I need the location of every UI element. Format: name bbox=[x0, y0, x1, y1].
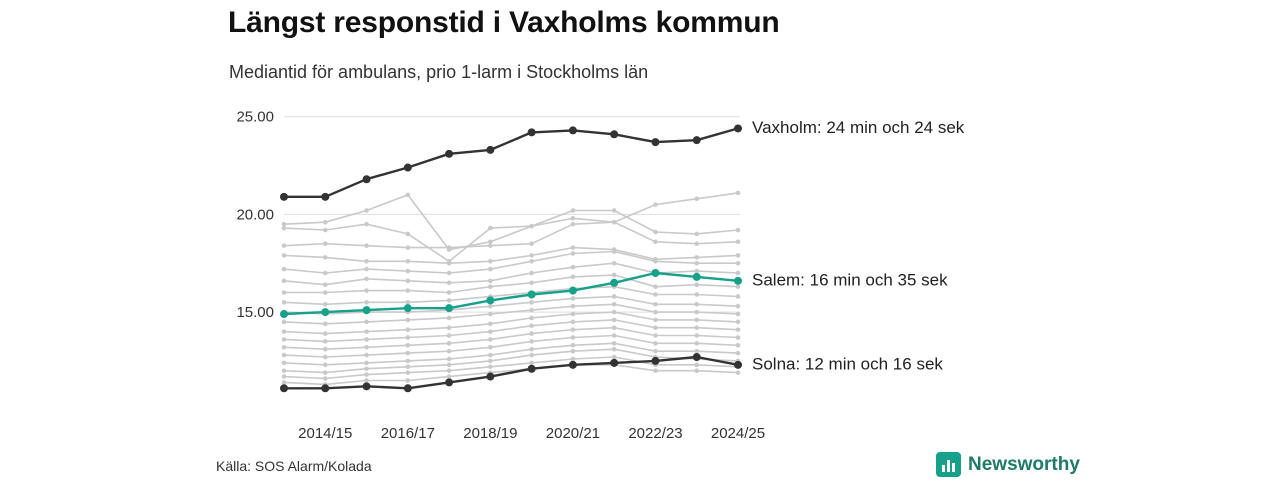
series-point bbox=[486, 373, 494, 381]
x-axis-tick-label: 2018/19 bbox=[463, 425, 518, 442]
series-point bbox=[651, 138, 659, 146]
background-series-point bbox=[364, 345, 369, 350]
background-series-point bbox=[694, 333, 699, 338]
series-point bbox=[363, 382, 371, 390]
background-series-point bbox=[282, 279, 287, 284]
background-series-point bbox=[529, 241, 534, 246]
series-label-vaxholm: Vaxholm: 24 min och 24 sek bbox=[752, 117, 965, 137]
background-series-point bbox=[323, 228, 328, 233]
series-label-salem: Salem: 16 min och 35 sek bbox=[752, 270, 948, 290]
source-note: Källa: SOS Alarm/Kolada bbox=[216, 458, 372, 474]
background-series-point bbox=[653, 284, 658, 289]
background-series-point bbox=[736, 312, 741, 317]
background-series-point bbox=[571, 335, 576, 340]
background-series-point bbox=[653, 341, 658, 346]
background-series-point bbox=[323, 282, 328, 287]
series-point bbox=[280, 310, 288, 318]
background-series-point bbox=[447, 357, 452, 362]
background-series-point bbox=[406, 288, 411, 293]
background-series-point bbox=[488, 243, 493, 248]
background-series-point bbox=[571, 349, 576, 354]
background-series-point bbox=[323, 255, 328, 260]
background-series-point bbox=[694, 196, 699, 201]
background-series-point bbox=[529, 347, 534, 352]
background-series-point bbox=[282, 368, 287, 373]
background-series-point bbox=[736, 320, 741, 325]
background-series-point bbox=[406, 318, 411, 323]
background-series-point bbox=[571, 312, 576, 317]
background-series-point bbox=[571, 251, 576, 256]
background-series-point bbox=[653, 302, 658, 307]
background-series-point bbox=[447, 363, 452, 368]
background-series-point bbox=[736, 351, 741, 356]
background-series-point bbox=[447, 280, 452, 285]
background-series-point bbox=[529, 316, 534, 321]
background-series-point bbox=[406, 232, 411, 237]
background-series-point bbox=[447, 325, 452, 330]
background-series-point bbox=[612, 294, 617, 299]
background-series-point bbox=[571, 208, 576, 213]
series-point bbox=[321, 193, 329, 201]
background-series-point bbox=[447, 333, 452, 338]
background-series-point bbox=[406, 364, 411, 369]
series-point bbox=[610, 130, 618, 138]
background-series-point bbox=[323, 290, 328, 295]
background-series-point bbox=[406, 300, 411, 305]
background-series-point bbox=[323, 322, 328, 327]
background-series-point bbox=[364, 320, 369, 325]
background-series-point bbox=[282, 267, 287, 272]
background-series-point bbox=[488, 279, 493, 284]
background-series-point bbox=[447, 349, 452, 354]
background-series-point bbox=[571, 245, 576, 250]
series-point bbox=[569, 287, 577, 295]
background-series-point bbox=[736, 343, 741, 348]
background-series-point bbox=[488, 304, 493, 309]
series-point bbox=[693, 353, 701, 361]
background-series-point bbox=[694, 241, 699, 246]
background-series-point bbox=[736, 239, 741, 244]
background-series-point bbox=[364, 277, 369, 282]
background-series-point bbox=[488, 359, 493, 364]
background-series-line bbox=[284, 211, 738, 262]
background-series-point bbox=[488, 284, 493, 289]
x-axis-tick-label: 2014/15 bbox=[298, 425, 353, 442]
background-series-point bbox=[694, 269, 699, 274]
background-series-point bbox=[488, 322, 493, 327]
background-series-point bbox=[653, 230, 658, 235]
background-series-point bbox=[323, 347, 328, 352]
background-series-point bbox=[529, 259, 534, 264]
background-series-point bbox=[488, 329, 493, 334]
background-series-point bbox=[323, 271, 328, 276]
background-series-point bbox=[406, 245, 411, 250]
background-series-point bbox=[323, 376, 328, 381]
logo-text: Newsworthy bbox=[968, 453, 1080, 475]
background-series-point bbox=[282, 243, 287, 248]
background-series-point bbox=[282, 290, 287, 295]
series-point bbox=[569, 361, 577, 369]
background-series-point bbox=[364, 366, 369, 371]
background-series-point bbox=[323, 220, 328, 225]
background-series-point bbox=[736, 370, 741, 375]
background-series-point bbox=[364, 208, 369, 213]
background-series-point bbox=[736, 271, 741, 276]
series-line-solna bbox=[284, 357, 738, 388]
background-series-point bbox=[612, 261, 617, 266]
background-series-point bbox=[282, 320, 287, 325]
background-series-point bbox=[406, 327, 411, 332]
background-series-line bbox=[284, 252, 738, 274]
background-series-point bbox=[571, 327, 576, 332]
background-series-point bbox=[694, 318, 699, 323]
background-series-point bbox=[612, 318, 617, 323]
background-series-point bbox=[323, 370, 328, 375]
series-point bbox=[404, 164, 412, 172]
background-series-point bbox=[653, 368, 658, 373]
background-series-point bbox=[653, 292, 658, 297]
background-series-point bbox=[694, 310, 699, 315]
background-series-point bbox=[694, 325, 699, 330]
background-series-point bbox=[653, 259, 658, 264]
series-point bbox=[404, 304, 412, 312]
x-axis-tick-label: 2024/25 bbox=[710, 425, 766, 442]
background-series-point bbox=[488, 226, 493, 231]
background-series-point bbox=[323, 241, 328, 246]
series-point bbox=[486, 296, 494, 304]
y-axis-tick-label: 25.00 bbox=[236, 108, 274, 126]
background-series-point bbox=[571, 296, 576, 301]
background-series-point bbox=[364, 222, 369, 227]
background-series-point bbox=[694, 282, 699, 287]
series-point bbox=[734, 124, 742, 132]
series-point bbox=[445, 304, 453, 312]
series-point bbox=[445, 378, 453, 386]
background-series-point bbox=[406, 279, 411, 284]
series-point bbox=[528, 128, 536, 136]
series-point bbox=[651, 357, 659, 365]
background-series-point bbox=[406, 351, 411, 356]
background-series-point bbox=[488, 353, 493, 358]
background-series-point bbox=[571, 320, 576, 325]
background-series-line bbox=[284, 287, 738, 305]
background-series-point bbox=[736, 294, 741, 299]
background-series-point bbox=[653, 333, 658, 338]
background-series-point bbox=[447, 374, 452, 379]
background-series-point bbox=[406, 269, 411, 274]
background-series-point bbox=[612, 325, 617, 330]
background-series-point bbox=[447, 316, 452, 321]
background-series-point bbox=[406, 370, 411, 375]
series-point bbox=[610, 279, 618, 287]
background-series-point bbox=[571, 216, 576, 221]
series-point bbox=[363, 306, 371, 314]
background-series-point bbox=[694, 302, 699, 307]
y-axis-tick-label: 15.00 bbox=[236, 304, 274, 322]
background-series-point bbox=[612, 333, 617, 338]
series-point bbox=[734, 361, 742, 369]
series-line-salem bbox=[284, 273, 738, 314]
background-series-point bbox=[447, 245, 452, 250]
background-series-point bbox=[488, 345, 493, 350]
series-point bbox=[528, 291, 536, 299]
background-series-point bbox=[406, 335, 411, 340]
background-series-point bbox=[736, 261, 741, 266]
series-point bbox=[734, 277, 742, 285]
background-series-point bbox=[447, 298, 452, 303]
background-series-point bbox=[364, 361, 369, 366]
series-point bbox=[610, 359, 618, 367]
x-axis-tick-label: 2022/23 bbox=[628, 425, 683, 442]
background-series-point bbox=[488, 259, 493, 264]
background-series-point bbox=[736, 253, 741, 258]
series-point bbox=[445, 150, 453, 158]
background-series-point bbox=[323, 363, 328, 368]
background-series-point bbox=[694, 349, 699, 354]
background-series-point bbox=[529, 308, 534, 313]
background-series-line bbox=[284, 328, 738, 350]
background-series-point bbox=[447, 368, 452, 373]
background-series-point bbox=[612, 273, 617, 278]
background-series-point bbox=[571, 357, 576, 362]
background-series-point bbox=[653, 318, 658, 323]
background-series-point bbox=[529, 323, 534, 328]
background-series-point bbox=[282, 253, 287, 258]
background-series-point bbox=[612, 220, 617, 225]
background-series-point bbox=[653, 239, 658, 244]
background-series-point bbox=[406, 359, 411, 364]
background-series-point bbox=[406, 343, 411, 348]
background-series-point bbox=[612, 310, 617, 315]
background-series-point bbox=[282, 300, 287, 305]
background-series-point bbox=[571, 265, 576, 270]
series-point bbox=[528, 365, 536, 373]
background-series-point bbox=[529, 331, 534, 336]
series-point bbox=[363, 175, 371, 183]
background-series-point bbox=[612, 355, 617, 360]
background-series-point bbox=[653, 349, 658, 354]
series-point bbox=[404, 384, 412, 392]
background-series-point bbox=[406, 193, 411, 198]
background-series-line bbox=[284, 336, 738, 358]
background-series-point bbox=[653, 310, 658, 315]
background-series-point bbox=[529, 271, 534, 276]
series-label-solna: Solna: 12 min och 16 sek bbox=[752, 354, 943, 374]
background-series-point bbox=[447, 261, 452, 266]
x-axis-tick-label: 2020/21 bbox=[545, 425, 601, 442]
background-series-point bbox=[447, 290, 452, 295]
background-series-point bbox=[612, 341, 617, 346]
background-series-line bbox=[284, 248, 738, 264]
background-series-point bbox=[323, 331, 328, 336]
series-point bbox=[280, 193, 288, 201]
background-series-point bbox=[447, 341, 452, 346]
background-series-point bbox=[282, 374, 287, 379]
background-series-point bbox=[364, 329, 369, 334]
background-series-point bbox=[447, 271, 452, 276]
background-series-point bbox=[612, 302, 617, 307]
background-series-point bbox=[364, 259, 369, 264]
background-series-point bbox=[529, 339, 534, 344]
background-series-point bbox=[488, 337, 493, 342]
page-title: Längst responstid i Vaxholms kommun bbox=[228, 6, 780, 39]
chart-subtitle: Mediantid för ambulans, prio 1-larm i Stockholms län bbox=[229, 62, 649, 82]
x-axis-tick-label: 2016/17 bbox=[380, 425, 435, 442]
background-series-point bbox=[694, 368, 699, 373]
series-line-vaxholm bbox=[284, 128, 738, 196]
series-point bbox=[486, 146, 494, 154]
series-point bbox=[280, 384, 288, 392]
background-series-point bbox=[282, 353, 287, 358]
background-series-point bbox=[364, 337, 369, 342]
background-series-point bbox=[694, 341, 699, 346]
background-series-point bbox=[694, 363, 699, 368]
background-series-point bbox=[736, 228, 741, 233]
background-series-point bbox=[364, 378, 369, 383]
background-series-point bbox=[364, 353, 369, 358]
background-series-point bbox=[282, 329, 287, 334]
series-point bbox=[651, 269, 659, 277]
background-series-point bbox=[653, 325, 658, 330]
background-series-line bbox=[284, 193, 738, 250]
series-point bbox=[569, 126, 577, 134]
newsworthy-logo bbox=[936, 452, 1080, 477]
background-series-point bbox=[612, 249, 617, 254]
background-series-point bbox=[282, 380, 287, 385]
background-series-point bbox=[488, 312, 493, 317]
series-point bbox=[693, 136, 701, 144]
background-series-point bbox=[736, 327, 741, 332]
background-series-point bbox=[529, 253, 534, 258]
background-series-point bbox=[364, 267, 369, 272]
background-series-point bbox=[406, 378, 411, 383]
background-series-point bbox=[612, 347, 617, 352]
background-series-point bbox=[571, 304, 576, 309]
series-point bbox=[693, 273, 701, 281]
background-series-point bbox=[323, 339, 328, 344]
series-point bbox=[321, 308, 329, 316]
background-series-point bbox=[694, 292, 699, 297]
background-series-point bbox=[736, 191, 741, 196]
background-series-point bbox=[364, 243, 369, 248]
background-series-point bbox=[488, 267, 493, 272]
background-series-point bbox=[571, 343, 576, 348]
series-point bbox=[321, 384, 329, 392]
background-series-point bbox=[736, 304, 741, 309]
y-axis-tick-label: 20.00 bbox=[236, 206, 274, 224]
background-series-point bbox=[571, 275, 576, 280]
background-series-point bbox=[406, 259, 411, 264]
background-series-point bbox=[529, 361, 534, 366]
background-series-point bbox=[282, 345, 287, 350]
background-series-point bbox=[282, 337, 287, 342]
background-series-point bbox=[529, 353, 534, 358]
background-series-point bbox=[529, 300, 534, 305]
background-series-point bbox=[736, 335, 741, 340]
bar-chart-icon bbox=[936, 452, 961, 477]
background-series-point bbox=[282, 226, 287, 231]
background-series-point bbox=[488, 364, 493, 369]
background-series-point bbox=[529, 224, 534, 229]
background-series-point bbox=[694, 255, 699, 260]
background-series-line bbox=[284, 343, 738, 365]
background-series-point bbox=[653, 202, 658, 207]
background-series-point bbox=[323, 355, 328, 360]
background-series-point bbox=[323, 302, 328, 307]
background-series-point bbox=[529, 280, 534, 285]
background-series-point bbox=[612, 208, 617, 213]
background-series-point bbox=[364, 300, 369, 305]
background-series-point bbox=[736, 284, 741, 289]
background-series-point bbox=[694, 261, 699, 266]
background-series-point bbox=[364, 288, 369, 293]
background-series-point bbox=[364, 372, 369, 377]
background-series-point bbox=[282, 361, 287, 366]
background-series-line bbox=[284, 365, 738, 385]
background-series-point bbox=[571, 222, 576, 227]
background-series-point bbox=[694, 232, 699, 237]
